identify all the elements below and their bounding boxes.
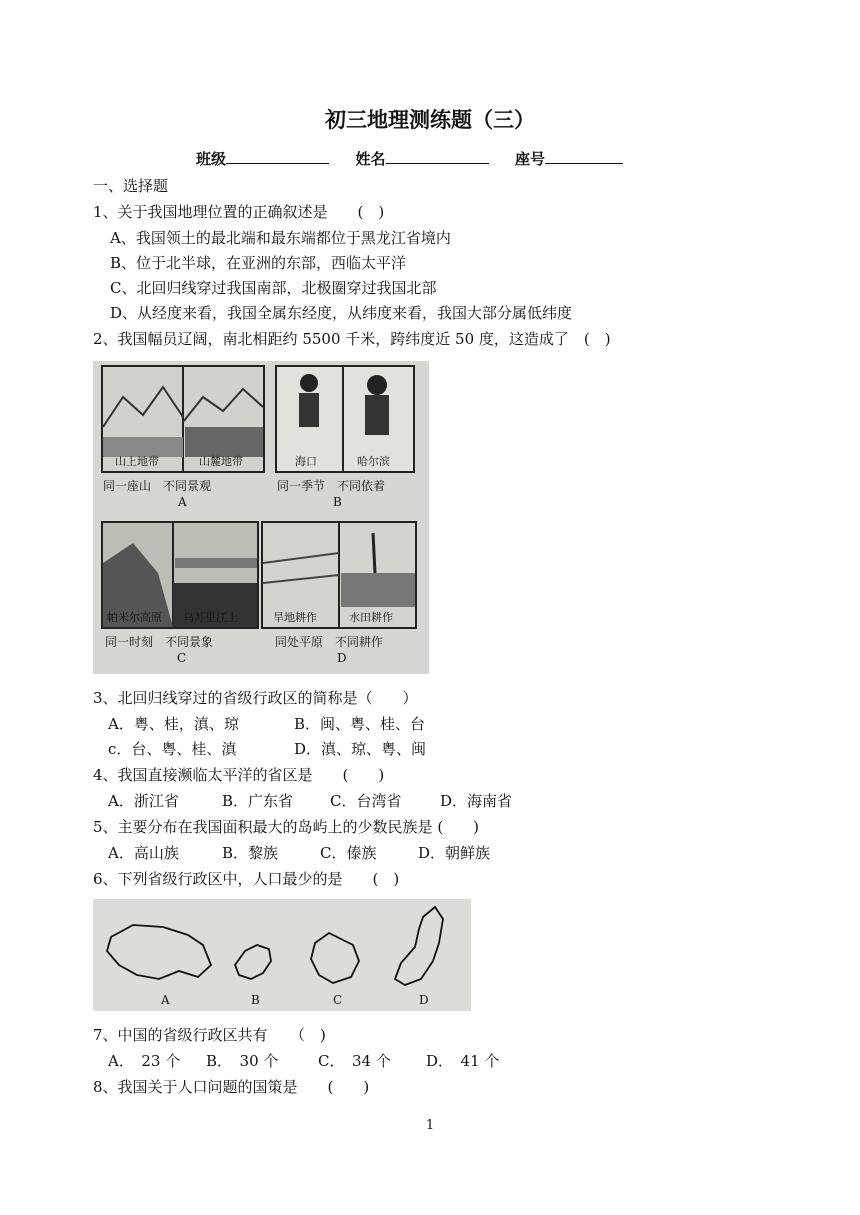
figure-d-sub2: 水田耕作 bbox=[349, 611, 393, 624]
q2-stem: 2、我国幅员辽阔，南北相距约 5500 千米，跨纬度近 50 度，这造成了 ( ) bbox=[93, 330, 611, 348]
q6-label-a: A bbox=[161, 993, 170, 1007]
seat-blank[interactable] bbox=[545, 149, 623, 164]
q5-option-d: D．朝鲜族 bbox=[418, 844, 491, 862]
figure-a-sub2: 山麓地带 bbox=[199, 455, 243, 468]
q6-label-b: B bbox=[251, 993, 260, 1007]
q4-option-a: A．浙江省 bbox=[108, 792, 179, 810]
figure-c-panel bbox=[101, 521, 259, 629]
figure-b-caption: 同一季节 不同依着 bbox=[277, 479, 386, 493]
name-label: 姓名 bbox=[355, 150, 386, 168]
q6-label-c: C bbox=[333, 993, 343, 1007]
q1-option-a: A、我国领土的最北端和最东端都位于黑龙江省境内 bbox=[110, 229, 451, 247]
q7-stem: 7、中国的省级行政区共有 （ ) bbox=[93, 1026, 326, 1044]
q5-option-a: A．高山族 bbox=[108, 844, 179, 862]
q3-option-d: D．滇、琼、粤、闽 bbox=[294, 740, 427, 758]
q8-stem: 8、我国关于人口问题的国策是 ( ) bbox=[93, 1078, 370, 1096]
figure-d-caption: 同处平原 不同耕作 bbox=[275, 635, 384, 649]
q4-stem: 4、我国直接濒临太平洋的省区是 ( ) bbox=[93, 766, 385, 784]
figure-b-letter: B bbox=[333, 495, 342, 509]
q3-option-b: B．闽、粤、桂、台 bbox=[294, 715, 426, 733]
figure-d-sub1: 旱地耕作 bbox=[273, 611, 317, 624]
figure-d-panel bbox=[261, 521, 417, 629]
figure-a-letter: A bbox=[178, 495, 187, 509]
q5-option-b: B．黎族 bbox=[222, 844, 279, 862]
q1-stem: 1、关于我国地理位置的正确叙述是 ( ) bbox=[93, 203, 385, 221]
q1-option-c: C、北回归线穿过我国南部，北极圈穿过我国北部 bbox=[110, 279, 437, 297]
q4-option-d: D．海南省 bbox=[440, 792, 513, 810]
q7-option-a: A． 23 个 bbox=[108, 1052, 181, 1070]
class-label: 班级 bbox=[196, 150, 227, 168]
q7-option-d: D． 41 个 bbox=[426, 1052, 500, 1070]
page-number: 1 bbox=[425, 1118, 435, 1133]
q6-label-d: D bbox=[419, 993, 429, 1007]
q5-stem: 5、主要分布在我国面积最大的岛屿上的少数民族是 ( ) bbox=[93, 818, 480, 836]
q6-figure bbox=[93, 899, 471, 1011]
q7-option-b: B． 30 个 bbox=[206, 1052, 279, 1070]
q7-option-c: C． 34 个 bbox=[318, 1052, 391, 1070]
figure-c-caption: 同一时刻 不同景象 bbox=[105, 635, 214, 649]
q3-stem: 3、北回归线穿过的省级行政区的简称是（ ） bbox=[93, 689, 418, 707]
figure-c-sub1: 帕米尔高原 bbox=[107, 611, 162, 624]
figure-c-sub2: 乌苏里江上 bbox=[183, 611, 238, 624]
q3-option-a: A．粤、桂，滇、琼 bbox=[108, 715, 239, 733]
seat-label: 座号 bbox=[514, 150, 545, 168]
province-outlines-map bbox=[93, 899, 471, 1011]
q1-option-d: D、从经度来看，我国全属东经度，从纬度来看，我国大部分属低纬度 bbox=[110, 304, 573, 322]
figure-b-panel bbox=[275, 365, 415, 473]
figure-c-letter: C bbox=[177, 651, 187, 665]
q4-option-c: C．台湾省 bbox=[330, 792, 402, 810]
page-title: 初三地理测练题（三） bbox=[325, 108, 535, 132]
figure-a-sub1: 山上地带 bbox=[115, 455, 159, 468]
q1-option-b: B、位于北半球，在亚洲的东部，西临太平洋 bbox=[110, 254, 407, 272]
figure-b-sub1: 海口 bbox=[295, 455, 317, 468]
q3-option-c: c．台、粤、桂、滇 bbox=[108, 740, 237, 758]
q6-stem: 6、下列省级行政区中，人口最少的是 ( ) bbox=[93, 870, 400, 888]
figure-b-sub2: 哈尔滨 bbox=[357, 455, 390, 468]
q5-option-c: C．傣族 bbox=[320, 844, 377, 862]
section-heading: 一、选择题 bbox=[93, 177, 169, 195]
figure-d-letter: D bbox=[337, 651, 347, 665]
q2-figure bbox=[93, 361, 429, 674]
class-blank[interactable] bbox=[226, 149, 329, 164]
figure-a-panel bbox=[101, 365, 265, 473]
q4-option-b: B．广东省 bbox=[222, 792, 294, 810]
name-blank[interactable] bbox=[386, 149, 489, 164]
student-info-line bbox=[196, 148, 623, 169]
figure-a-caption: 同一座山 不同景观 bbox=[103, 479, 212, 493]
